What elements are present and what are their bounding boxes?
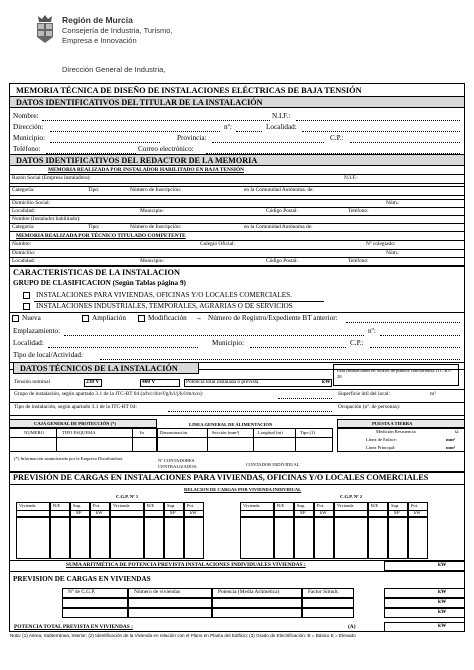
medicion-label: Medición Resistencia xyxy=(376,429,416,434)
tecnico-colegio-label: Colegio Oficial: xyxy=(200,241,235,247)
redactor-num-insc2-label: Número de Inscripción: xyxy=(130,224,182,230)
ampliacion-label: Ampliación xyxy=(92,314,126,322)
prevision-header-label: Nº de C.G.P. xyxy=(68,589,96,595)
cargas-header-label: Pot. xyxy=(93,503,101,508)
caja-in-col: In xyxy=(140,430,144,435)
cargas-header-label: Pot. xyxy=(187,503,195,508)
tecnico-colegiado-label: Nº colegiado: xyxy=(366,241,396,247)
potencia-total-kw: kW xyxy=(438,623,447,629)
titular-localidad-field[interactable] xyxy=(302,131,460,132)
opt-viviendas-checkbox[interactable] xyxy=(23,292,30,299)
prevision-cell[interactable] xyxy=(62,598,128,608)
tecnico-localidad-label: Localidad: xyxy=(12,258,36,264)
tecnico-municipio-label: Municipio: xyxy=(140,258,164,264)
cargas-column-cell[interactable] xyxy=(314,517,334,559)
redactor-nif-label: N.I.F.: xyxy=(344,175,358,181)
footnote: Nota: (1) Aérea, Subterránea, Interior; (2) Identificación de la Vivienda en relación con el Plano en Planta del Edificio; (3) Grado de Electrificación: B = Básico E = Elevado xyxy=(10,633,356,638)
opt-industriales-label: INSTALACIONES INDUSTRIALES, TEMPORALES, AGRARIAS O DE SERVICIOS xyxy=(36,302,293,310)
info-empresa-note: (*) Información suministrada por la Empresa Distribuidora xyxy=(14,456,123,461)
cargas-column-cell[interactable] xyxy=(240,517,274,559)
caract-cp-label: C.P.: xyxy=(350,339,364,347)
linea-enlace-mm2: mm² xyxy=(446,437,456,442)
consejeria-name: Consejería de Industria, Turismo, xyxy=(62,26,173,35)
linea-header: LINEA GENERAL DE ALIMENTACION xyxy=(157,421,333,430)
concurrencia-label: Para instalaciones en locales de pública concurrencia ITC-BT-28 xyxy=(337,368,452,380)
redactor-tipo2-label: Tipo: xyxy=(88,224,100,230)
num-registro-label: Número de Registro/Expediente BT anterior: xyxy=(208,314,338,322)
coat-of-arms-icon xyxy=(34,14,56,44)
prevision-cell[interactable] xyxy=(128,608,212,618)
titular-nif-field[interactable] xyxy=(296,120,460,121)
titular-num-field[interactable] xyxy=(236,131,262,132)
opt-viviendas-label: INSTALACIONES PARA VIVIENDAS, OFICINAS Y/O LOCALES COMERCIALES. xyxy=(36,291,292,299)
prevision-kw-label: kW xyxy=(438,609,447,615)
prevision-cell[interactable] xyxy=(302,608,354,618)
direccion-general: Dirección General de Industria, xyxy=(62,65,166,74)
cargas-unit-cell xyxy=(144,510,164,517)
num-registro-field[interactable] xyxy=(346,322,460,323)
prevision-title: PREVISIÓN DE CARGAS EN INSTALACIONES PARA VIVIENDAS, OFICINAS Y/O LOCALES COMERCIALES xyxy=(13,473,429,482)
linea-denominacion-col: Denominación xyxy=(160,430,188,435)
tipo-inst-field[interactable] xyxy=(168,411,332,412)
potencia-total-label: POTENCIA TOTAL PREVISTA EN VIVIENDAS : xyxy=(14,624,133,630)
nueva-label: Nueva xyxy=(22,314,41,322)
cargas-header-label: Sup. xyxy=(167,503,176,508)
tipo-local-label: Tipo de local/Actividad: xyxy=(13,351,84,359)
prevision-header-label: Factor Simult. xyxy=(308,589,339,595)
redactor-num-label: Núm.: xyxy=(386,200,400,206)
prevision-viviendas-label: PREVISION DE CARGAS EN VIVIENDAS xyxy=(13,575,151,583)
cargas-column-cell[interactable] xyxy=(368,517,388,559)
cargas-header-label: B/E xyxy=(147,503,155,508)
consejeria-name-2: Empresa e Innovación xyxy=(62,36,137,45)
potencia-total-a: (A) xyxy=(348,624,356,630)
prevision-header-label: Número de viviendas xyxy=(134,589,181,595)
redactor-razon-label: Razón Social (Empresa instaladora): xyxy=(12,175,91,181)
cargas-unit-cell xyxy=(368,510,388,517)
linea-longitud-col: Longitud (m) xyxy=(258,430,283,435)
redactor-domicilio-label: Domicilio Social: xyxy=(12,200,51,206)
v230-label: 230 V xyxy=(86,379,100,385)
cargas-column-cell[interactable] xyxy=(50,517,70,559)
redactor-sub-tecnico: MEMORIA REALIZADA POR TÉCNICO TITULADO COMPETENTE xyxy=(16,233,186,239)
cargas-header-label: B/E xyxy=(277,503,285,508)
tipo-inst-label: Tipo de instalación, según apartado 3.1 de la ITC-BT 04: xyxy=(14,404,137,410)
titular-municipio-label: Municipio: xyxy=(13,134,45,142)
section-titular-title: DATOS IDENTIFICATIVOS DEL TITULAR DE LA INSTALACIÓN xyxy=(9,96,465,108)
tecnico-nombre-label: Nombre: xyxy=(12,241,32,247)
caja-header: CAJA GENERAL DE PROTECCIÓN (*) xyxy=(9,419,157,428)
tipo-local-field[interactable] xyxy=(100,359,460,360)
cargas-header-label: Sup. xyxy=(297,503,306,508)
cargas-header-label: Sup. xyxy=(391,503,400,508)
redactor-categoria2-label: Categoría: xyxy=(12,224,35,230)
cargas-unit-label: M² xyxy=(170,510,176,515)
contador-individual-label: CONTADOR INDIVIDUAL xyxy=(246,462,300,467)
redactor-comunidad2-label: en la Comunidad Autónoma de: xyxy=(244,224,313,230)
grupo-inst-field[interactable] xyxy=(278,398,332,399)
potencia-label: Potencia total instalada o prevista xyxy=(186,379,259,385)
suma-label: SUMA ARITMÉTICA DE POTENCIA PREVISTA INSTALACIONES INDIVIDUALES VIVIENDAS : xyxy=(66,562,306,568)
nueva-checkbox[interactable] xyxy=(12,315,19,322)
cargas-header-label: B/E xyxy=(53,503,61,508)
titular-nif-label: N.I.F.: xyxy=(272,112,291,120)
redactor-telefono-label: Teléfono: xyxy=(348,208,369,214)
cargas-unit-label: kW xyxy=(320,510,327,515)
prevision-cell[interactable] xyxy=(128,598,212,608)
contadores-label: Nº CONTADORES CENTRALIZADOS: xyxy=(158,458,198,470)
redactor-cp-label: Código Postal: xyxy=(266,208,298,214)
linea-seccion-col: Sección (mm²) xyxy=(212,430,240,435)
cargas-header-label: Pot. xyxy=(317,503,325,508)
caract-municipio-label: Municipio: xyxy=(212,339,244,347)
titular-direccion-field[interactable] xyxy=(50,131,220,132)
redactor-sub-instalador: MEMORIA REALIZADA POR INSTALADOR HABILITADO EN BAJA TENSIÓN xyxy=(48,167,245,173)
titular-cp-label: C.P.: xyxy=(330,134,344,142)
titular-localidad-label: Localidad: xyxy=(266,123,297,131)
cargas-unit-label: M² xyxy=(394,510,400,515)
cargas-column-cell[interactable] xyxy=(16,517,50,559)
prevision-cell[interactable] xyxy=(302,598,354,608)
caract-localidad-label: Localidad: xyxy=(13,339,44,347)
v400-label: 400 V xyxy=(142,379,156,385)
sup-util-label: Superficie útil del local: xyxy=(338,391,390,397)
prevision-cell[interactable] xyxy=(212,608,302,618)
prevision-kw-cell[interactable] xyxy=(384,598,465,608)
cargas-unit-cell xyxy=(50,510,70,517)
caract-cp-field[interactable] xyxy=(370,347,460,348)
cargas-column-cell[interactable] xyxy=(184,517,204,559)
modificacion-label: Modificación xyxy=(148,314,187,322)
tecnico-domicilio-label: Domicilio: xyxy=(12,250,36,256)
redactor-tipo-label: Tipo: xyxy=(88,187,100,193)
cargas-header-label: Vivienda xyxy=(19,503,36,508)
cargas-unit-cell xyxy=(110,510,144,517)
cargas-unit-cell xyxy=(334,510,368,517)
cargas-column-cell[interactable] xyxy=(294,517,314,559)
ocupacion-label: Ocupación (nº. de personas): xyxy=(338,404,401,410)
emplazamiento-num-label: nº: xyxy=(368,327,376,335)
opt-industriales-checkbox[interactable] xyxy=(23,303,30,310)
medicion-ohm: Ω xyxy=(455,429,459,434)
cargas-column-cell[interactable] xyxy=(144,517,164,559)
cargas-unit-label: kW xyxy=(414,510,421,515)
titular-nombre-field[interactable] xyxy=(42,120,270,121)
cgp2-label: C.G.P. Nº 2 xyxy=(340,494,363,499)
cargas-header-label: Vivienda xyxy=(243,503,260,508)
caract-localidad-field[interactable] xyxy=(48,347,198,348)
redactor-categoria-label: Categoría: xyxy=(12,187,35,193)
potencia-kw: kW xyxy=(322,379,331,385)
redactor-municipio-label: Municipio: xyxy=(140,208,164,214)
redactor-nombre-inst-label: Nombre (Instalador habilitado): xyxy=(12,216,81,222)
cargas-column-cell[interactable] xyxy=(164,517,184,559)
titular-provincia-label: Provincia: xyxy=(177,134,207,142)
linea-tipo-col: Tipo (1) xyxy=(300,430,316,435)
suma-field[interactable] xyxy=(384,561,465,571)
arrow-icon: → xyxy=(195,314,203,322)
cargas-column-cell[interactable] xyxy=(70,517,90,559)
prevision-kw-label: kW xyxy=(438,589,447,595)
section-redactor-title: DATOS IDENTIFICATIVOS DEL REDACTOR DE LA MEMORIA xyxy=(9,154,465,166)
titular-correo-label: Correo electrónico: xyxy=(138,145,194,153)
emplazamiento-field[interactable] xyxy=(64,335,364,336)
relacion-cargas-label: RELACION DE CARGAS POR VIVIENDA INDIVIDUAL xyxy=(184,487,302,492)
cargas-column-cell[interactable] xyxy=(90,517,110,559)
prevision-kw-label: kW xyxy=(438,599,447,605)
prevision-header-label: Potencia (Media Aritmética) xyxy=(218,589,280,595)
cargas-header-label: B/E xyxy=(371,503,379,508)
form-title-box xyxy=(9,83,465,97)
cargas-unit-cell xyxy=(16,510,50,517)
concurrencia-box xyxy=(333,364,459,386)
titular-cp-field[interactable] xyxy=(350,142,460,143)
cargas-unit-label: M² xyxy=(76,510,82,515)
tecnico-cp-label: Código Postal: xyxy=(266,258,298,264)
datos-tecnicos-title: DATOS TÉCNICOS DE LA INSTALACIÓN xyxy=(13,362,199,374)
cargas-column-cell[interactable] xyxy=(388,517,408,559)
cargas-header-label: Sup. xyxy=(73,503,82,508)
caja-tipo-col: TIPO ESQUEMA xyxy=(62,430,96,435)
titular-num-label: nº: xyxy=(224,123,232,131)
cargas-unit-label: kW xyxy=(190,510,197,515)
tecnico-telefono-label: Teléfono: xyxy=(348,258,369,264)
cargas-header-label: Vivienda xyxy=(337,503,354,508)
cargas-header-label: Pot. xyxy=(411,503,419,508)
titular-provincia-field[interactable] xyxy=(212,142,324,143)
caract-municipio-field[interactable] xyxy=(250,347,346,348)
caracteristicas-title: CARACTERISTICAS DE LA INSTALACION xyxy=(13,268,180,277)
tension-label: Tensión nominal xyxy=(14,379,51,385)
linea-principal-mm2: mm² xyxy=(446,445,456,450)
tecnico-num-label: Núm.: xyxy=(386,250,400,256)
redactor-num-insc-label: Número de Inscripción: xyxy=(130,187,182,193)
redactor-localidad-label: Localidad: xyxy=(12,208,36,214)
cargas-unit-cell xyxy=(274,510,294,517)
cargas-unit-label: kW xyxy=(96,510,103,515)
cargas-column-cell[interactable] xyxy=(274,517,294,559)
cargas-unit-cell xyxy=(240,510,274,517)
linea-principal-label: Línea Principal: xyxy=(366,445,396,450)
linea-enlace-label: Línea de Enlace: xyxy=(366,437,397,442)
prevision-cell[interactable] xyxy=(62,608,128,618)
potencia-total-field[interactable] xyxy=(384,622,465,632)
titular-nombre-label: Nombre: xyxy=(13,112,39,120)
titular-municipio-field[interactable] xyxy=(50,142,160,143)
cargas-column-cell[interactable] xyxy=(110,517,144,559)
emplazamiento-num-field[interactable] xyxy=(380,335,460,336)
section-titular xyxy=(9,96,465,155)
form-title: MEMORIA TÉCNICA DE DISEÑO DE INSTALACIONES ELÉCTRICAS DE BAJA TENSIÓN xyxy=(16,86,362,95)
cargas-column-cell[interactable] xyxy=(408,517,428,559)
titular-telefono-label: Teléfono: xyxy=(13,145,41,153)
emplazamiento-label: Emplazamiento: xyxy=(13,327,61,335)
region-name: Región de Murcia xyxy=(62,15,133,25)
cgp1-label: C.G.P. Nº 1 xyxy=(116,494,139,499)
prevision-cell[interactable] xyxy=(212,598,302,608)
sup-util-m2: m² xyxy=(430,391,436,397)
puesta-header: PUESTA A TIERRA xyxy=(337,419,465,428)
grupo-inst-label: Grupo de instalación, según apartado 3.1 de la ITC-BT 04 (a/b/c/d/e/f/g/h/i/j/k/l/m/n/o): xyxy=(14,391,204,397)
ampliacion-checkbox[interactable] xyxy=(82,315,89,322)
cargas-unit-label: M² xyxy=(300,510,306,515)
redactor-comunidad-label: en la Comunidad Autónoma. de: xyxy=(244,187,314,193)
suma-kw: kW xyxy=(438,562,447,568)
grupo-clasificacion: GRUPO DE CLASIFICACION (Según Tablas página 9) xyxy=(13,279,186,287)
caja-numero-col: NUMERO xyxy=(24,430,44,435)
prevision-kw-cell[interactable] xyxy=(384,588,465,598)
titular-direccion-label: Dirección: xyxy=(13,123,44,131)
cargas-column-cell[interactable] xyxy=(334,517,368,559)
cargas-header-label: Vivienda xyxy=(113,503,130,508)
modificacion-checkbox[interactable] xyxy=(138,315,145,322)
prevision-kw-cell[interactable] xyxy=(384,608,465,618)
